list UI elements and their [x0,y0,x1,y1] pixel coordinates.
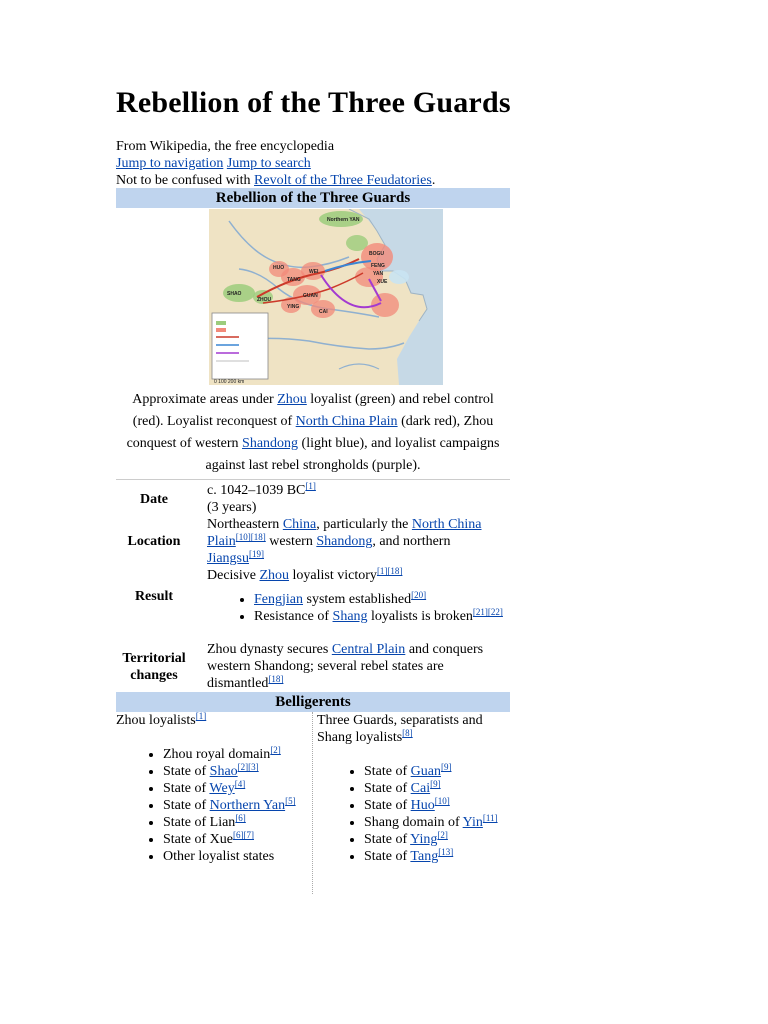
list-item [364,814,510,831]
caption-text: loyalist (green) and rebel control (red). Loyalist reconquest of [132,392,494,429]
hatnote [116,172,636,189]
date-duration: (3 years) [207,500,257,515]
list-item-text: State of [163,781,210,796]
date-ref[interactable]: [1] [305,481,316,491]
date-label: Date [140,491,168,507]
state-link[interactable]: Yin [462,815,483,830]
territorial-value [192,641,507,692]
location-text: , particularly the [316,517,412,532]
result-item-ref[interactable]: [21][22] [472,607,503,617]
caption-text: (dark red), Zhou conquest of western [126,414,494,451]
page-title: Rebellion of the Three Guards [116,86,511,119]
belligerents-right [313,712,510,894]
result-summary [207,567,507,584]
rebels-list [317,763,510,865]
state-link[interactable]: Wey [209,781,235,796]
jump-links [116,155,636,172]
map-label-northern-yan: Northern YAN [327,217,360,223]
territorial-text: Zhou dynasty secures [207,642,332,657]
central-plain-link[interactable]: Central Plain [331,642,406,657]
infobox [116,188,510,894]
shandong-link[interactable]: Shandong [316,534,373,549]
state-link[interactable]: Huo [410,798,435,813]
map-caption [116,385,510,480]
list-item-text: State of [163,764,210,779]
loyalists-list [116,746,312,865]
map-label-guan: GUAN [303,293,318,299]
reference-link[interactable]: [5] [285,796,296,806]
list-item [163,831,312,848]
state-link[interactable]: Ying [410,832,438,847]
north-china-plain-link[interactable]: North China Plain [295,414,398,429]
caption-text: Approximate areas under [132,392,278,407]
reference-link[interactable]: [2] [437,830,448,840]
map-scale-label: 0 100 200 km [214,379,245,385]
reference-link[interactable]: [6][7] [232,830,254,840]
location-text: , and northern [372,534,451,549]
map-label-huo: HUO [273,265,285,271]
reference-link[interactable]: [11] [482,813,498,823]
list-item-text: Shang domain of [364,815,463,830]
hatnote-text: Not to be confused with [116,173,255,188]
list-item [364,831,510,848]
reference-link[interactable]: [4] [234,779,246,789]
left-title: Zhou loyalists [116,713,196,728]
hatnote-period: . [431,173,436,188]
china-link[interactable]: China [282,517,317,532]
map-label-xue: XUE [377,279,388,285]
right-title-ref[interactable]: [8] [402,728,413,738]
list-item [364,763,510,780]
result-item-text: Resistance of [254,609,333,624]
right-title: Three Guards, separatists and Shang loyalists [317,713,483,745]
list-item [163,848,312,865]
result-item-text: system established [303,592,412,607]
map-label-cai: CAI [319,309,328,315]
rebels-heading [317,712,510,746]
map-label-yan: YAN [373,271,384,277]
belligerents-table [116,712,510,894]
map-label-feng: FENG [371,263,385,269]
map-label-shao: SHAO [227,291,242,297]
reference-link[interactable]: [13] [438,847,454,857]
zhou-link[interactable]: Zhou [259,568,290,583]
result-list [207,591,507,625]
belligerents-header: Belligerents [116,692,510,712]
location-text: Northeastern [207,517,283,532]
shandong-link[interactable]: Shandong [242,436,299,451]
caption-text: (light blue), and loyalist campaigns against last rebel strongholds (purple). [205,436,500,473]
location-ref[interactable]: [19] [249,549,264,559]
location-label: Location [127,534,181,549]
list-item-text: State of [364,832,411,847]
left-title-ref[interactable]: [1] [195,711,207,721]
map-svg [209,209,443,385]
result-text: Decisive [207,568,260,583]
list-item [163,763,312,780]
reference-link[interactable]: [9] [430,779,441,789]
zhou-loyalists-heading [116,712,312,729]
article-preamble [116,138,636,189]
fengjian-link[interactable]: Fengjian [254,592,303,607]
date-value [192,482,507,516]
revolt-three-feudatories-link[interactable]: Revolt of the Three Feudatories [254,173,432,188]
territorial-row [116,641,510,692]
list-item [364,780,510,797]
reference-link[interactable]: [2][3] [237,762,259,772]
tagline: From Wikipedia, the free encyclopedia [116,139,335,154]
list-item-text: Zhou royal domain [163,747,271,762]
list-item [163,780,312,797]
belligerents-left [116,712,313,894]
list-item-text: Other loyalist states [163,849,275,864]
result-ref[interactable]: [1][18] [376,566,403,576]
jiangsu-link[interactable]: Jiangsu [207,551,249,566]
territorial-label: Territorial changes [122,650,186,683]
date-row [116,482,510,516]
result-item-text: loyalists is broken [367,609,473,624]
reference-link[interactable]: [10] [434,796,450,806]
result-row [116,567,510,625]
list-item-text: State of Xue [163,832,233,847]
reference-link[interactable]: [2] [270,745,281,755]
shang-link[interactable]: Shang [332,609,368,624]
list-item [163,797,312,814]
list-item-text: State of [364,798,411,813]
location-text: western [265,534,317,549]
map-label-bogu: BOGU [369,251,384,257]
territorial-text: and conquers western Shandong; several rebel states are dismantled [207,642,484,691]
list-item [254,591,507,608]
list-item [163,746,312,763]
result-value [192,567,507,625]
date-text: c. 1042–1039 BC [207,483,306,498]
list-item [163,814,312,831]
infobox-header: Rebellion of the Three Guards [116,188,510,208]
list-item-text: State of [364,781,411,796]
location-row [116,516,510,567]
list-item-text: State of [364,849,411,864]
list-item-text: State of [364,764,411,779]
list-item [364,848,510,865]
state-link[interactable]: Shao [209,764,238,779]
state-link[interactable]: Guan [410,764,441,779]
list-item [364,797,510,814]
map-label-zhou: ZHOU [257,297,272,303]
location-value [192,516,507,567]
map-label-tang: TANG [287,277,301,283]
result-item-ref[interactable]: [20] [411,590,427,600]
list-item-text: State of Lian [163,815,236,830]
zhou-link[interactable]: Zhou [277,392,307,407]
reference-link[interactable]: [9] [440,762,452,772]
list-item-text: State of [163,798,210,813]
map-label-ying: YING [287,304,300,310]
location-ref[interactable]: [10][18] [235,532,266,542]
result-label: Result [134,588,174,604]
state-link[interactable]: Cai [410,781,431,796]
result-text: loyalist victory [289,568,377,583]
map-label-wei: WEI [309,269,319,275]
reference-link[interactable]: [6] [235,813,246,823]
list-item [254,608,507,625]
jump-to-navigation-link[interactable]: Jump to navigation [116,156,224,171]
map-image[interactable] [209,209,443,385]
state-link[interactable]: Tang [410,849,439,864]
north-china-plain-link[interactable]: North China Plain [207,517,482,549]
territorial-ref[interactable]: [18] [268,674,284,684]
jump-to-search-link[interactable]: Jump to search [226,156,311,171]
state-link[interactable]: Northern Yan [209,798,286,813]
